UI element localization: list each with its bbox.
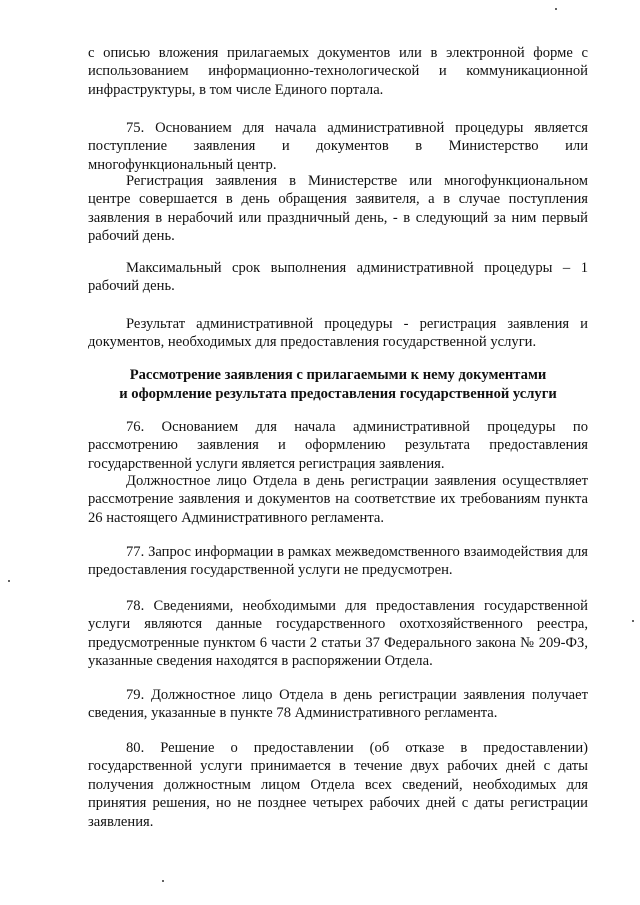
paragraph-76: 76. Основанием для начала административной процедуры по рассмотрению заявления и оформлению результата предоставления государственной услуги является регистрация заявления. (88, 419, 588, 472)
scan-speck (555, 8, 557, 10)
section-heading-line-1: Рассмотрение заявления с прилагаемыми к нему документами (129, 367, 547, 383)
paragraph-75-registration: Регистрация заявления в Министерстве или многофункциональном центре совершается в день обращения заявителя, а в случае поступления заявления в нерабочий или праздничный день, - в следующий за ним первый рабочий день. (88, 173, 588, 245)
paragraph-79: 79. Должностное лицо Отдела в день регистрации заявления получает сведения, указанные в пункте 78 Административного регламента. (88, 687, 588, 722)
paragraph-max-term: Максимальный срок выполнения административной процедуры – 1 рабочий день. (88, 260, 588, 295)
paragraph-75: 75. Основанием для начала административной процедуры является поступление заявления и документов в Министерство или многофункциональный центр. (88, 120, 588, 173)
scan-speck (8, 580, 10, 582)
section-heading-line-2: и оформление результата предоставления государственной услуги (119, 385, 557, 402)
paragraph-76-official: Должностное лицо Отдела в день регистрации заявления осуществляет рассмотрение заявления и документов на соответствие их требованиям пункта 26 настоящего Административного регламента. (88, 473, 588, 526)
scan-speck (632, 620, 634, 622)
paragraph-80: 80. Решение о предоставлении (об отказе в предоставлении) государственной услуги принимается в течение двух рабочих дней с даты получения должностным лицом Отдела всех сведений, необходимых для принятия решения, но не позднее четырех рабочих дней с даты регистрации заявления. (88, 740, 588, 830)
paragraph-78: 78. Сведениями, необходимыми для предоставления государственной услуги являются данные государственного охотхозяйственного реестра, предусмотренные пунктом 6 части 2 статьи 37 Федерального закона № 209-ФЗ, указанные сведения находятся в распоряжении Отдела. (88, 598, 588, 670)
section-heading (88, 366, 588, 403)
paragraph-continuation: с описью вложения прилагаемых документов или в электронной форме с использованием информационно-технологической и коммуникационной инфраструктуры, в том числе Единого портала. (88, 45, 588, 98)
paragraph-result: Результат административной процедуры - регистрация заявления и документов, необходимых для предоставления государственной услуги. (88, 316, 588, 351)
scan-speck (162, 880, 164, 882)
paragraph-77: 77. Запрос информации в рамках межведомственного взаимодействия для предоставления государственной услуги не предусмотрен. (88, 544, 588, 579)
